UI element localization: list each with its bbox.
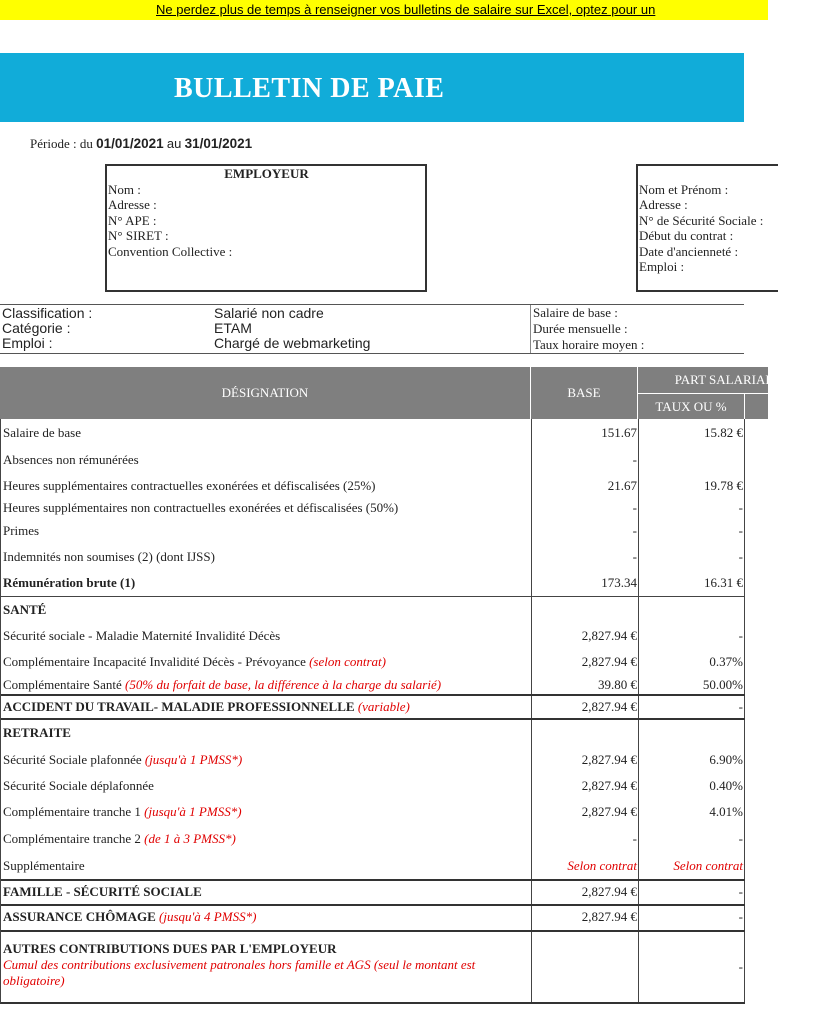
row-taux: 0.40% (709, 778, 743, 793)
row-base: 2,827.94 € (581, 804, 637, 819)
row-base: 2,827.94 € (581, 752, 637, 767)
row-designation: ASSURANCE CHÔMAGE (jusqu'à 4 PMSS*) (3, 909, 257, 924)
employer-name: Nom : (108, 181, 141, 197)
table-row (1, 941, 745, 999)
row-designation: Supplémentaire (3, 858, 85, 873)
employee-box (636, 164, 778, 292)
row-taux: - (738, 959, 743, 974)
row-base: - (632, 549, 637, 564)
employer-address: Adresse : (108, 197, 157, 212)
employer-box (105, 164, 427, 292)
row-taux: 19.78 € (704, 478, 743, 493)
employee-contract-start: Début du contrat : (639, 228, 734, 243)
row-designation: Sécurité sociale - Maladie Maternité Invalidité Décès (3, 628, 281, 643)
section-sante: SANTÉ (3, 602, 47, 617)
row-taux: - (738, 549, 743, 564)
header-part-salariale: PART SALARIALE (674, 372, 782, 387)
row-designation: AUTRES CONTRIBUTIONS DUES PAR L'EMPLOYEUR Cumul des contributions exclusivement patronales hors famille et AGS (seul le montant est obligatoire) (3, 941, 476, 988)
employee-name: Nom et Prénom : (639, 181, 729, 197)
row-designation: FAMILLE - SÉCURITÉ SOCIALE (3, 884, 202, 899)
row-base: 2,827.94 € (581, 628, 637, 643)
base-salary-label: Salaire de base : (533, 305, 618, 320)
header-taux: TAUX OU % (655, 399, 727, 414)
row-taux: - (738, 523, 743, 538)
row-base: 2,827.94 € (581, 654, 637, 669)
header-base: BASE (567, 385, 601, 400)
employee-seniority: Date d'ancienneté : (639, 243, 739, 259)
row-designation: Complémentaire Incapacité Invalidité Décès - Prévoyance (selon contrat) (3, 654, 386, 669)
page-title: BULLETIN DE PAIE (174, 73, 445, 104)
section-retraite: RETRAITE (3, 725, 71, 740)
employment-info (0, 304, 744, 354)
job-label: Emploi : (2, 335, 53, 351)
row-taux: - (738, 884, 743, 899)
payslip-table (0, 419, 745, 1004)
classification-value: Salarié non cadre (214, 305, 324, 321)
promo-link[interactable]: Ne perdez plus de temps à renseigner vos bulletins de salaire sur Excel, optez pour un (156, 2, 656, 17)
row-taux: - (738, 500, 743, 515)
classification-label: Classification : (2, 305, 93, 321)
row-designation: Complémentaire tranche 2 (de 1 à 3 PMSS*) (3, 831, 236, 846)
row-designation: Sécurité Sociale déplafonnée (3, 778, 154, 793)
row-designation: Primes (3, 523, 40, 538)
employee-address: Adresse : (639, 197, 688, 212)
period-prefix: Période : du (30, 136, 93, 151)
row-taux: 4.01% (709, 804, 743, 819)
row-taux: 50.00% (702, 677, 743, 692)
category-label: Catégorie : (2, 320, 71, 336)
row-taux: - (738, 628, 743, 643)
row-base: 151.67 (601, 425, 637, 440)
row-designation: Salaire de base (3, 425, 81, 440)
row-designation: Indemnités non soumises (2) (dont IJSS) (3, 549, 215, 564)
period-sep: au (166, 136, 182, 151)
row-taux: Selon contrat (673, 858, 743, 873)
row-base: 173.34 (601, 575, 637, 590)
hourly-rate-label: Taux horaire moyen : (533, 337, 645, 352)
row-taux: - (738, 699, 743, 714)
period (30, 136, 252, 152)
row-taux: 0.37% (709, 654, 743, 669)
employer-siret: N° SIRET : (108, 228, 169, 243)
row-taux: 16.31 € (704, 575, 743, 590)
row-base: 2,827.94 € (581, 884, 637, 899)
row-designation: Rémunération brute (1) (3, 575, 136, 590)
row-base: - (632, 500, 637, 515)
job-value: Chargé de webmarketing (214, 335, 371, 351)
row-base: - (632, 831, 637, 846)
row-base: 2,827.94 € (581, 778, 637, 793)
row-designation: Sécurité Sociale plafonnée (jusqu'à 1 PMSS*) (3, 752, 243, 767)
row-base: - (632, 452, 637, 467)
employer-ape: N° APE : (108, 212, 157, 228)
period-start: 01/01/2021 (96, 136, 164, 151)
table-header (0, 367, 782, 419)
promo-banner[interactable] (0, 0, 768, 20)
row-taux: - (738, 909, 743, 924)
employee-ssn: N° de Sécurité Sociale : (639, 212, 764, 228)
row-taux: 15.82 € (704, 425, 743, 440)
employee-job: Emploi : (639, 259, 685, 274)
period-end: 31/01/2021 (184, 136, 253, 151)
row-designation: Heures supplémentaires non contractuelles exonérées et défiscalisées (50%) (3, 500, 399, 515)
row-base: - (632, 523, 637, 538)
category-value: ETAM (214, 320, 252, 336)
row-base: 2,827.94 € (581, 699, 637, 714)
title-bar (0, 53, 744, 122)
monthly-duration-label: Durée mensuelle : (533, 321, 628, 336)
row-taux: - (738, 831, 743, 846)
employer-convention: Convention Collective : (108, 243, 233, 259)
row-designation: ACCIDENT DU TRAVAIL- MALADIE PROFESSIONNELLE (variable) (3, 699, 410, 714)
row-designation: Complémentaire tranche 1 (jusqu'à 1 PMSS*) (3, 804, 242, 819)
row-designation: Absences non rémunérées (3, 452, 139, 467)
employer-title: EMPLOYEUR (224, 166, 309, 181)
row-base: Selon contrat (567, 858, 637, 873)
header-designation: DÉSIGNATION (221, 385, 309, 400)
row-base: 2,827.94 € (581, 909, 637, 924)
row-taux: 6.90% (709, 752, 743, 767)
row-designation: Heures supplémentaires contractuelles exonérées et défiscalisées (25%) (3, 478, 376, 493)
row-designation: Complémentaire Santé (50% du forfait de base, la différence à la charge du salarié) (3, 677, 442, 692)
row-base: 21.67 (607, 478, 637, 493)
row-base: 39.80 € (598, 677, 637, 692)
